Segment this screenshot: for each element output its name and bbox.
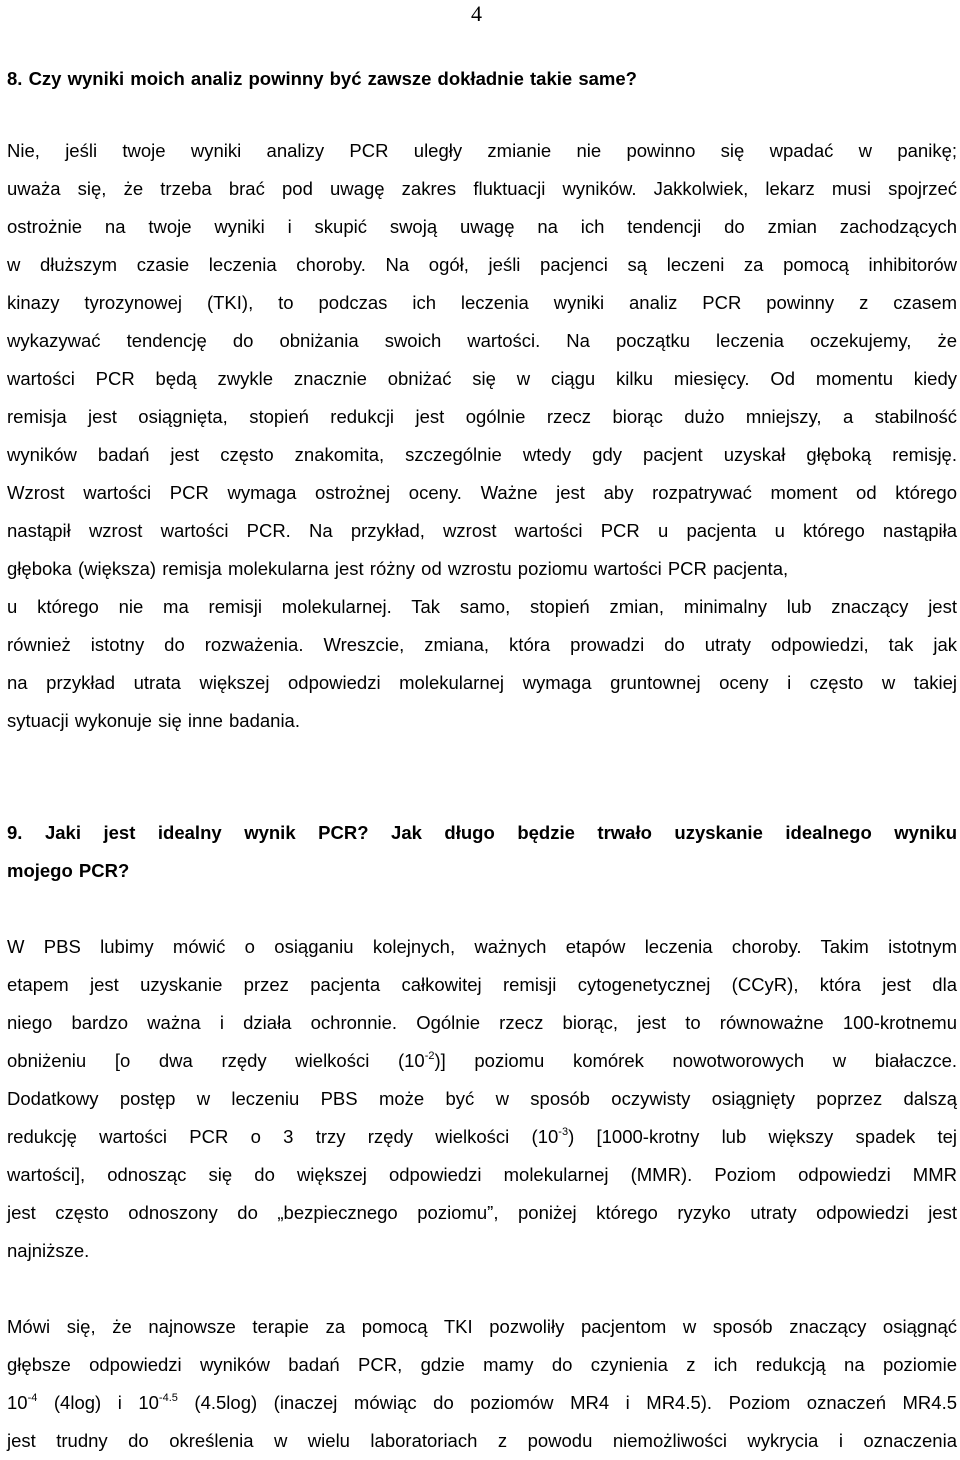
text-line: głębsze odpowiedzi wyników badań PCR, gdzie mamy do czynienia z ich redukcją na poziomie — [7, 1354, 957, 1375]
text-line: niego bardzo ważna i działa ochronnie. Ogólnie rzecz biorąc, jest to równoważne 100-krotnemu — [7, 1012, 957, 1033]
page-number: 4 — [471, 1, 482, 26]
text-line: jest często odnoszony do „bezpiecznego poziomu”, poniżej którego ryzyko utraty odpowiedzi jest — [7, 1202, 957, 1223]
text-line: wyników badań jest często znakomita, szczególnie wtedy gdy pacjent uzyskał głęboką remisję. — [7, 444, 957, 465]
text-line: głęboka (większa) remisja molekularna jest różny od wzrostu poziomu wartości PCR pacjenta, — [7, 558, 789, 579]
section-9-paragraph-2 — [7, 1308, 957, 1460]
text-line — [7, 1118, 957, 1156]
superscript: -4.5 — [158, 1392, 178, 1404]
section-9-paragraph-1 — [7, 928, 957, 1270]
text-line: najniższe. — [7, 1240, 90, 1261]
section-8-body — [7, 132, 957, 740]
superscript: -4 — [27, 1392, 38, 1404]
text-line: również istotny do rozważenia. Wreszcie, zmiana, która prowadzi do utraty odpowiedzi, tak jak — [7, 634, 957, 655]
text-fragment: obniżeniu [o dwa rzędy wielkości (10 — [7, 1050, 425, 1071]
text-line: w dłuższym czasie leczenia choroby. Na ogół, jeśli pacjenci są leczeni za pomocą inhibitorów — [7, 254, 957, 275]
text-fragment: (4.5log) (inaczej mówiąc do poziomów MR4 i MR4.5). Poziom oznaczeń MR4.5 — [177, 1392, 958, 1413]
text-line: etapem jest uzyskanie przez pacjenta całkowitej remisji cytogenetycznej (CCyR), która jest dla — [7, 974, 957, 995]
text-line: wykazywać tendencję do obniżania swoich wartości. Na początku leczenia oczekujemy, że — [7, 330, 957, 351]
section-8-heading: 8. Czy wyniki moich analiz powinny być zawsze dokładnie takie same? — [7, 68, 637, 89]
text-line: uważa się, że trzeba brać pod uwagę zakres fluktuacji wyników. Jakkolwiek, lekarz musi spojrzeć — [7, 178, 957, 199]
text-line: wartości], odnosząc się do większej odpowiedzi molekularnej (MMR). Poziom odpowiedzi MMR — [7, 1164, 957, 1185]
superscript: -2 — [424, 1050, 435, 1062]
text-line: na przykład utrata większej odpowiedzi molekularnej wymaga gruntownej oceny i często w takiej — [7, 672, 957, 693]
text-line: Nie, jeśli twoje wyniki analizy PCR uległy zmianie nie powinno się wpadać w panikę; — [7, 140, 957, 161]
text-line: kinazy tyrozynowej (TKI), to podczas ich leczenia wyniki analiz PCR powinny z czasem — [7, 292, 957, 313]
text-line: ostrożnie na twoje wyniki i skupić swoją uwagę na ich tendencji do zmian zachodzących — [7, 216, 957, 237]
section-9-heading — [7, 814, 957, 890]
heading-line: mojego PCR? — [7, 860, 130, 881]
text-line: u którego nie ma remisji molekularnej. Tak samo, stopień zmian, minimalny lub znaczący jest — [7, 596, 957, 617]
text-line — [7, 1384, 957, 1422]
text-fragment: 10 — [7, 1392, 28, 1413]
text-line: nastąpił wzrost wartości PCR. Na przykład, wzrost wartości PCR u pacjenta u którego nastąpiła — [7, 520, 957, 541]
text-line: W PBS lubimy mówić o osiąganiu kolejnych, ważnych etapów leczenia choroby. Takim istotnym — [7, 936, 957, 957]
text-line: Wzrost wartości PCR wymaga ostrożnej oceny. Ważne jest aby rozpatrywać moment od którego — [7, 482, 957, 503]
text-fragment: )] poziomu komórek nowotworowych w białaczce. — [434, 1050, 957, 1071]
heading-line: 9. Jaki jest idealny wynik PCR? Jak długo będzie trwało uzyskanie idealnego wyniku — [7, 822, 957, 843]
text-fragment: redukcję wartości PCR o 3 trzy rzędy wielkości (10 — [7, 1126, 559, 1147]
text-fragment: (4log) i 10 — [37, 1392, 159, 1413]
text-line — [7, 1042, 957, 1080]
text-line: remisja jest osiągnięta, stopień redukcji jest ogólnie rzecz biorąc dużo mniejszy, a stabilność — [7, 406, 957, 427]
text-line: wartości PCR będą zwykle znacznie obniżać się w ciągu kilku miesięcy. Od momentu kiedy — [7, 368, 957, 389]
text-line: Dodatkowy postęp w leczeniu PBS może być w sposób oczywisty osiągnięty poprzez dalszą — [7, 1088, 957, 1109]
text-line: Mówi się, że najnowsze terapie za pomocą TKI pozwoliły pacjentom w sposób znaczący osiągnąć — [7, 1316, 957, 1337]
text-fragment: ) [1000-krotny lub większy spadek tej — [568, 1126, 957, 1147]
superscript: -3 — [558, 1126, 569, 1138]
text-line: sytuacji wykonuje się inne badania. — [7, 710, 300, 731]
text-line: jest trudny do określenia w wielu laboratoriach z powodu niemożliwości wykrycia i oznaczenia — [7, 1430, 957, 1451]
